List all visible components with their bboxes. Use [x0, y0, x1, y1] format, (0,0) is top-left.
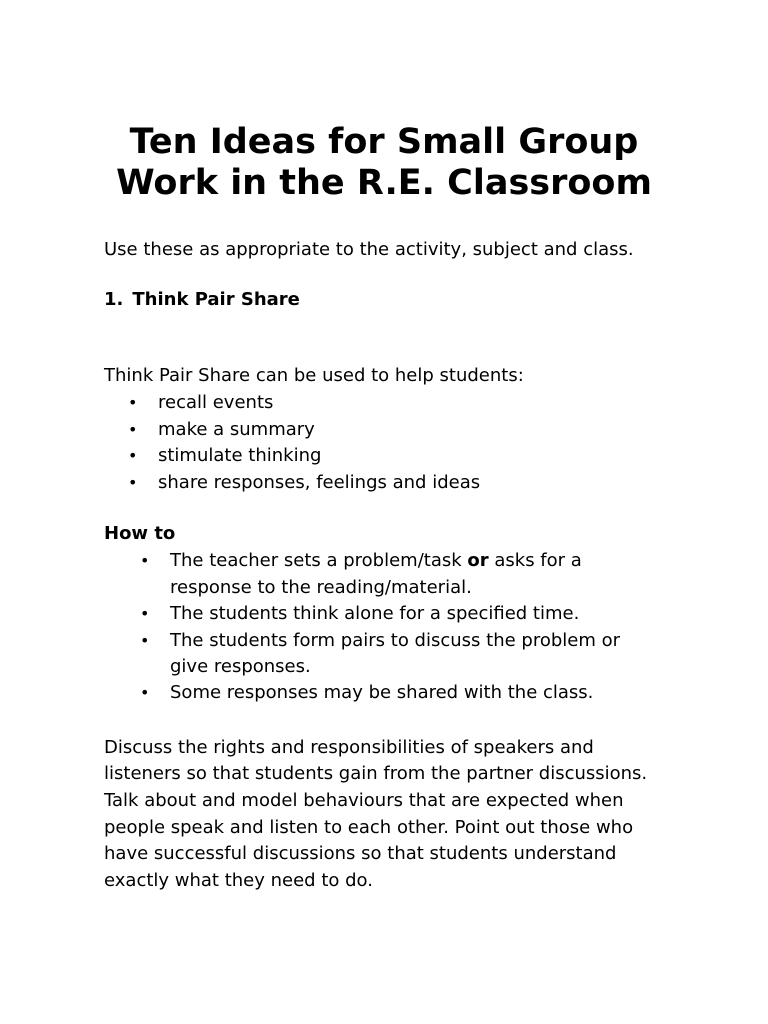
section-heading [104, 286, 684, 314]
intro-paragraph: Use these as appropriate to the activity, subject and class. [104, 239, 634, 260]
list-item [104, 443, 684, 470]
list-item-text: share responses, feelings and ideas [158, 471, 481, 493]
document-page [104, 122, 684, 894]
list-item-text: Some responses may be shared with the class. [170, 682, 594, 704]
list-item [104, 417, 684, 444]
title-line-1: Ten Ideas for Small Group [129, 122, 639, 162]
section-number: 1. [104, 289, 124, 310]
bullet-icon: • [128, 446, 138, 466]
step-text-emphasis: or [467, 550, 489, 572]
bullet-icon: • [128, 419, 138, 439]
list-item [104, 601, 640, 627]
bullet-icon: • [140, 683, 150, 703]
list-item-text: make a summary [158, 418, 315, 440]
list-item [104, 470, 684, 497]
bullet-icon: • [128, 393, 138, 412]
bullet-icon: • [140, 551, 150, 571]
list-item [104, 628, 640, 681]
list-item [104, 680, 640, 706]
list-item-text: recall events [158, 392, 274, 413]
closing-paragraph: Discuss the rights and responsibilities of speakers and listeners so that students gain from the partner discussions. Talk about and model behaviours that are expected when people speak and listen to each other. Point out those who have successful discussions so that students understand exactly what they need to do. [104, 736, 648, 891]
step-text-end: asks for a response to the reading/material. [170, 550, 582, 598]
list-item-text: stimulate thinking [158, 445, 322, 467]
list-item-text: The students think alone for a specified time. [170, 603, 580, 625]
bullet-icon: • [140, 630, 150, 650]
title-line-2: Work in the R.E. Classroom [116, 163, 652, 203]
howto-steps-list [104, 548, 684, 706]
document-title [104, 122, 664, 204]
bullet-icon: • [140, 604, 150, 624]
list-item-text: The students form pairs to discuss the problem or give responses. [170, 629, 621, 677]
bullet-icon: • [128, 472, 138, 492]
uses-lead-text: Think Pair Share can be used to help students: [104, 365, 524, 386]
section-title: Think Pair Share [132, 289, 300, 310]
list-item [104, 390, 684, 417]
step-text-start: The teacher sets a problem/task [170, 550, 468, 572]
howto-heading: How to [104, 523, 176, 545]
uses-list [104, 390, 684, 496]
list-item [104, 548, 640, 601]
